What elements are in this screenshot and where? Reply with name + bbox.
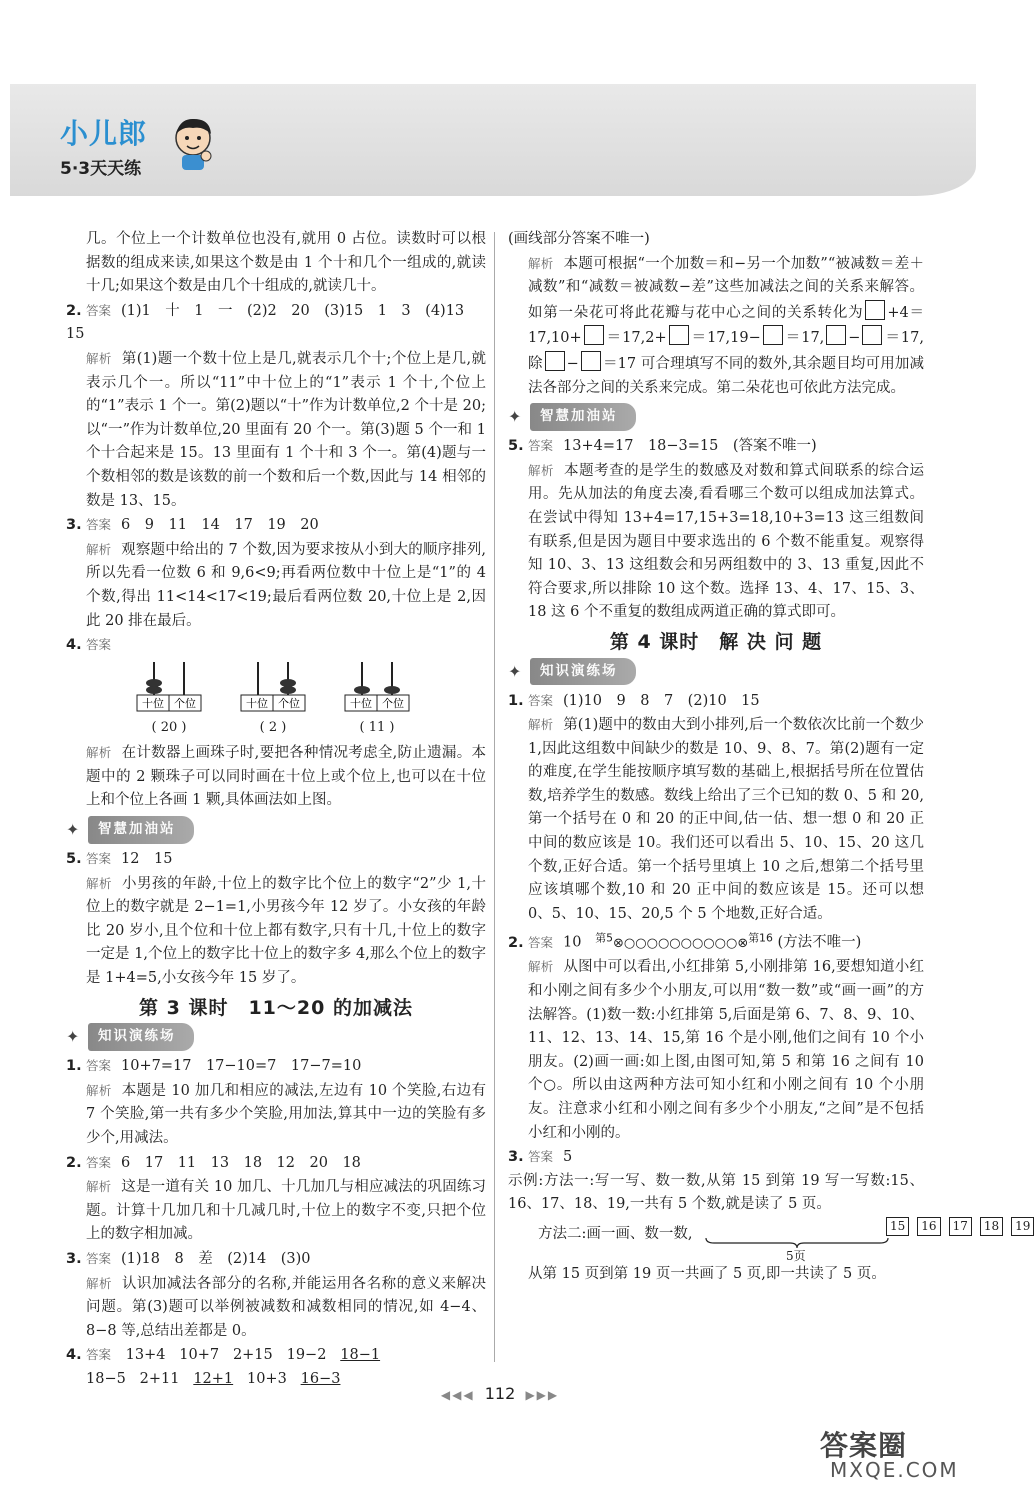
question-4: 4. 答案: [66, 637, 112, 654]
answer-text: 5: [563, 1149, 573, 1166]
question-3: 3. 答案 6 9 11 14 17 19 20: [66, 517, 319, 534]
explanation-3: 解析 观察题中给出的 7 个数,因为要求按从小到大的顺序排列,所以先看一位数 6 和 9,6<9;再看两位数中十位上是“1”的 4 个数,得出 11<14<17<19;最后看两位数 20,十位上是 2,因此 20 排在最后。: [86, 541, 486, 629]
blank-box: [862, 325, 882, 345]
explanation-5-right: 解析 本题考查的是学生的数感及对数和算式间联系的综合运用。先从加法的角度去凑,看看哪三个数可以组成加法算式。在尝试中得知 13+4=17,15+3=18,10+3=13 这三组数间有联系,但是因为题目中要求选出的 6 个数不能重复。观察得知 10、3、13 这组数会和另两组数中的 3、13 重复,因此不符合要求,所以排除 10 这个数。选择 13、4、17、15、3、18 这 6 个不重复的数组成两道正确的算式即可。: [528, 462, 924, 621]
page-box: 18: [980, 1217, 1003, 1236]
abacus-caption: ( 20 ): [151, 719, 187, 735]
answer-text: (1)18 8 差 (2)14 (3)0: [121, 1250, 311, 1267]
abacus-11: [344, 660, 410, 740]
question-5: 5. 答案 12 15: [66, 851, 173, 868]
abacus-icon: [136, 660, 202, 712]
continued-text: 几。个位上一个计数单位也没有,就用 0 占位。读数时可以根据数的组成来读,如果这个数是由 1 个十和几个一组成的,就读十几;如果这个数是由几个十组成的,就读几十。: [86, 231, 486, 295]
svg-text:十位: 十位: [246, 696, 268, 710]
blank-box: [545, 351, 565, 371]
lesson4-question-3: 3. 答案 5: [508, 1149, 573, 1166]
method-two: 方法二:画一画、数一数, 15 16 17 18 19 5页: [508, 1217, 924, 1263]
answer-text: (1)1 十 1 一 (2)2 20 (3)15 1 3 (4)13 15: [66, 302, 479, 343]
section-zhihui: ✦ 智慧加油站: [66, 817, 486, 843]
lesson4-question-1: 1. 答案 (1)10 9 8 7 (2)10 15: [508, 692, 760, 709]
brace-label: 5页: [786, 1248, 806, 1263]
logo-subtitle: 5·3天天练: [60, 159, 142, 179]
lesson3-explanation-3: 解析 认识加减法各部分的名称,并能运用各名称的意义来解决问题。第(3)题可以举例被减数和减数相同的情况,如 4−4、8−8 等,总结出差都是 0。: [86, 1275, 486, 1339]
page-boxes: [886, 1217, 1034, 1236]
lesson4-explanation-2: 解析 从图中可以看出,小红排第 5,小刚排第 16,要想知道小红和小刚之间有多少个小朋友,可以用“数一数”或“画一画”的方法解答。(1)数一数:小红排第 5,后面是第 6、7、8、9、10、11、12、13、14、15,第 16 个是小刚,他们之间有 10 个小朋友。(2)画一画:如上图,由图可知,第 5 和第 16 之间有 10 个○。所以由这两种方法可知小红和小刚之间有 10 个小朋友。注意求小红和小刚之间有多少个小朋友,“之间”是不包括小红和小刚的。: [528, 959, 924, 1141]
svg-text:个位: 个位: [278, 696, 300, 710]
star-icon: ✦: [66, 1027, 80, 1047]
abacus-caption: ( 11 ): [359, 719, 395, 735]
continued-explanation: 解析 本题可根据“一个加数＝和−另一个加数”“被减数＝差＋减数”和“减数＝被减数−差”这些加减法之间的关系来解答。如第一朵花可将此花瓣与花中心之间的关系转化为 +4＝17,10+ ＝17,2+ ＝17,19− ＝17, − ＝17,除 − ＝17 可合理填写不同的数外,其余题目均可用加减法各部分之间的关系来完成。第二朵花也可依此方法完成。: [528, 255, 925, 396]
next-arrows-icon: ▶▶▶: [525, 1388, 560, 1402]
blank-box: [763, 325, 783, 345]
lesson-3-title: 第 3 课时 11～20 的加减法: [139, 996, 413, 1019]
svg-text:十位: 十位: [350, 696, 372, 710]
section-zhishi: ✦ 知识演练场: [508, 659, 924, 685]
star-icon: ✦: [508, 661, 522, 681]
question-2: 2. 答案 (1)1 十 1 一 (2)2 20 (3)15 1 3 (4)13 15: [66, 302, 479, 343]
method-one: 示例:方法一:写一写、数一数,从第 15 到第 19 写一写数:15、16、17、18、19,一共有 5 个数,就是读了 5 页。: [508, 1172, 924, 1213]
abacus-icon: [240, 660, 306, 712]
brand-logo: [60, 112, 147, 179]
answer-text: 10: [563, 934, 582, 951]
section-zhihui: ✦ 智慧加油站: [508, 404, 924, 430]
blank-box: [865, 300, 885, 320]
answer-text: 6 9 11 14 17 19 20: [121, 517, 319, 534]
left-column: [66, 228, 486, 1392]
lesson3-explanation-1: 解析 本题是 10 加几和相应的减法,左边有 10 个笑脸,右边有 7 个笑脸,第一共有多少个笑脸,用加法,算其中一边的笑脸有多少个,用减法。: [86, 1082, 486, 1146]
svg-text:个位: 个位: [382, 696, 404, 710]
svg-text:个位: 个位: [174, 696, 196, 710]
blank-box: [669, 325, 689, 345]
prev-arrows-icon: ◀◀◀: [440, 1388, 475, 1402]
blank-box: [584, 325, 604, 345]
lesson4-question-2: 2. 答案 10 $^{第5}$⊗○○○○○○○○○○⊗$^{第16}$ (方法不唯一): [508, 931, 862, 951]
underline-note: (画线部分答案不唯一): [508, 231, 650, 247]
explanation-2: 解析 第(1)题一个数十位上是几,就表示几个十;个位上是几,就表示几个一。所以“11”中十位上的“1”表示 1 个十,个位上的“1”表示 1 个一。第(2)题以“十”作为计数单位,2 个十是 20;以“一”作为计数单位,20 里面有 20 个一。第(3)题 5 个一和 1 个十合起来是 15。13 里面有 1 个十和 3 个一。第(4)题与一个数相邻的数是该数的前一个数和后一个数,因此与 14 相邻的数是 13、15。: [86, 350, 486, 509]
page-box: 17: [949, 1217, 972, 1236]
blank-box: [826, 325, 846, 345]
header-band: [10, 84, 976, 196]
lesson3-question-3: 3. 答案 (1)18 8 差 (2)14 (3)0: [66, 1250, 311, 1267]
lesson3-question-2: 2. 答案 6 17 11 13 18 12 20 18: [66, 1154, 361, 1171]
column-divider: [494, 232, 495, 1362]
answer-text: 13+4=17 18−3=15 (答案不唯一): [563, 438, 817, 455]
page-footer: [0, 1384, 1000, 1403]
page-box: 15: [886, 1217, 909, 1236]
question-5-right: 5. 答案 13+4=17 18−3=15 (答案不唯一): [508, 438, 817, 455]
lesson-4-title: 第 4 课时 解 决 问 题: [609, 630, 823, 653]
right-column: [508, 228, 1031, 1286]
lesson3-question-1: 1. 答案 10+7=17 17−10=7 17−7=10: [66, 1058, 362, 1075]
circle-diagram: $^{第5}$⊗○○○○○○○○○○⊗$^{第16}$: [595, 931, 773, 951]
abacus-2: [240, 660, 306, 740]
answer-text: (1)10 9 8 7 (2)10 15: [563, 692, 760, 709]
lesson4-explanation-1: 解析 第(1)题中的数由大到小排列,后一个数依次比前一个数少 1,因此这组数中间缺少的数是 10、9、8、7。第(2)题有一定的难度,在学生能按顺序填写数的基础上,根据括号所在位置估数,培养学生的数感。数线上给出了三个已知的数 0、5 和 20,第一个括号在 0 和 20 的正中间,估一估、想一想 0 和 20 正中间的数应该是 10。我们还可以看出 5、10、15、20 这几个数,正好合适。第一个括号里填上 10 之后,想第二个括号里应该填哪个数,10 和 20 正中间的数应该是 15。还可以想 0、5、10、15、20,5 个 5 个地数,正好合适。: [528, 717, 924, 922]
abacus-20: [136, 660, 202, 740]
explanation-5: 解析 小男孩的年龄,十位上的数字比个位上的数字“2”少 1,十位上的数字就是 2−1=1,小男孩今年 12 岁了。小女孩的年龄比 20 岁小,且个位和十位上都有数字,只有十几,十位上的数字一定是 1,个位上的数字比十位上的数字多 4,那么个位上的数字是 1+4=5,小女孩今年 15 岁了。: [86, 875, 486, 987]
explanation-4: 解析 在计数器上画珠子时,要把各种情况考虑全,防止遗漏。本题中的 2 颗珠子可以同时画在十位上或个位上,也可以在十位上和个位上各画 1 颗,具体画法如上图。: [86, 745, 486, 809]
answer-text: 12 15: [121, 851, 173, 868]
page-box: 16: [917, 1217, 940, 1236]
section-zhishi: ✦ 知识演练场: [66, 1024, 486, 1050]
watermark-logo: 答案圈: [820, 1429, 908, 1462]
watermark-url: MXQE.COM: [830, 1458, 959, 1482]
answer-text: 6 17 11 13 18 12 20 18: [121, 1154, 361, 1171]
answer-text: 10+7=17 17−10=7 17−7=10: [121, 1058, 362, 1075]
star-icon: ✦: [508, 407, 522, 427]
abacus-caption: ( 2 ): [259, 719, 287, 735]
page-number: 112: [484, 1384, 516, 1403]
abacus-figures: [136, 660, 486, 740]
blank-box: [581, 351, 601, 371]
lesson3-explanation-2: 解析 这是一道有关 10 加几、十几加几与相应减法的巩固练习题。计算十几加几和十几减几时,十位上的数字不变,只把个位上的数字相加减。: [86, 1179, 486, 1243]
method-conclusion: 从第 15 页到第 19 页一共画了 5 页,即一共读了 5 页。: [528, 1265, 886, 1282]
star-icon: ✦: [66, 820, 80, 840]
abacus-icon: [344, 660, 410, 712]
lesson3-question-4: 4. 答案 13+4 10+7 2+15 19−2 18−1: [66, 1347, 381, 1364]
page-box: 19: [1011, 1217, 1034, 1236]
mascot-icon: [168, 114, 218, 172]
logo-title: 小儿郎: [60, 117, 148, 150]
lesson3-answer-4-line2: 18−5 2+11 12+1 10+3 16−3: [86, 1370, 341, 1387]
svg-text:十位: 十位: [142, 696, 164, 710]
